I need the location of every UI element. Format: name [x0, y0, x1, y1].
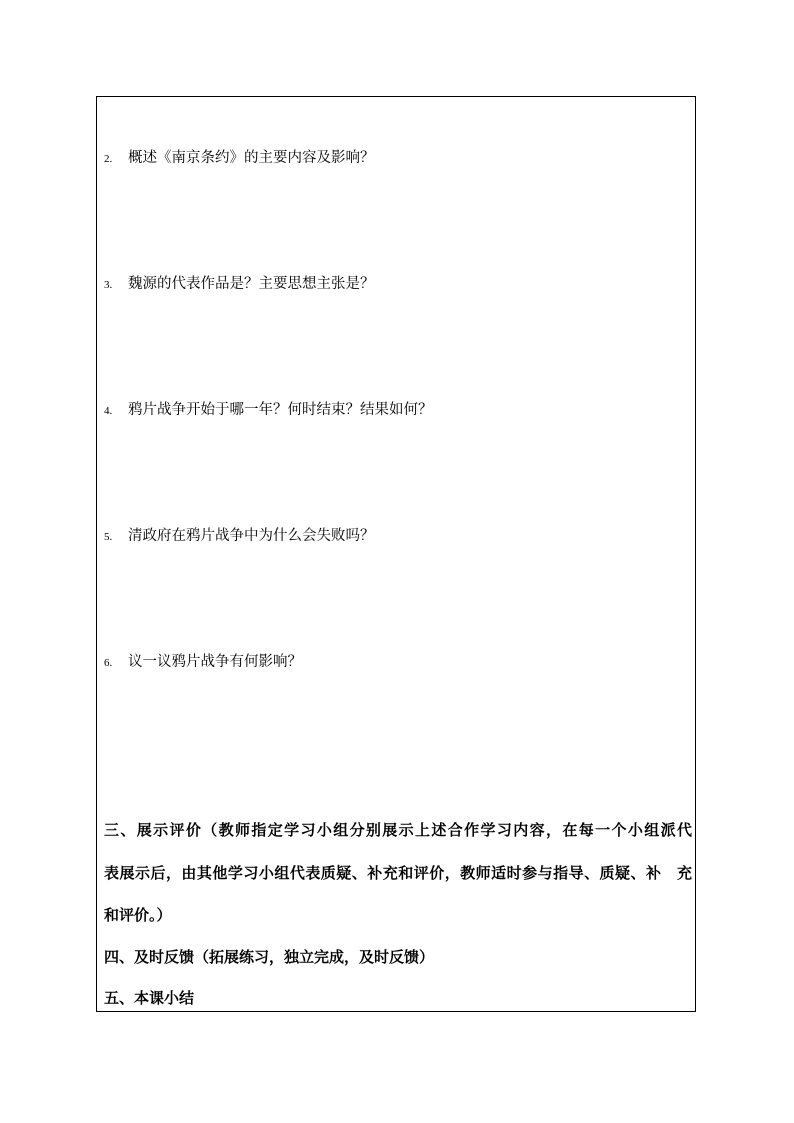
question-number: 6. [104, 657, 113, 669]
question-5 [104, 526, 375, 547]
question-number: 3. [104, 279, 113, 291]
question-text: 清政府在鸦片战争中为什么会失败吗？ [128, 528, 375, 544]
question-6 [104, 652, 302, 673]
section3-line2: 表展示后，由其他学习小组代表质疑、补充和评价，教师适时参与指导、质疑、补 充 [104, 864, 692, 882]
question-text: 鸦片战争开始于哪一年？何时结束？结果如何？ [128, 402, 433, 418]
question-number: 4. [104, 405, 113, 417]
question-4 [104, 400, 433, 421]
section3-line3: 和评价。） [104, 906, 172, 924]
question-text: 魏源的代表作品是？主要思想主张是？ [128, 276, 375, 292]
question-number: 2. [104, 153, 113, 165]
question-2 [104, 148, 375, 169]
question-text: 概述《南京条约》的主要内容及影响？ [128, 150, 375, 166]
section3-line1: 三、展示评价（教师指定学习小组分别展示上述合作学习内容，在每一个小组派代 [104, 821, 692, 839]
question-text: 议一议鸦片战争有何影响？ [128, 654, 302, 670]
section5-heading: 五、本课小结 [104, 989, 195, 1007]
question-number: 5. [104, 531, 113, 543]
question-3 [104, 274, 375, 295]
section4-heading: 四、及时反馈（拓展练习，独立完成，及时反馈） [104, 948, 435, 966]
